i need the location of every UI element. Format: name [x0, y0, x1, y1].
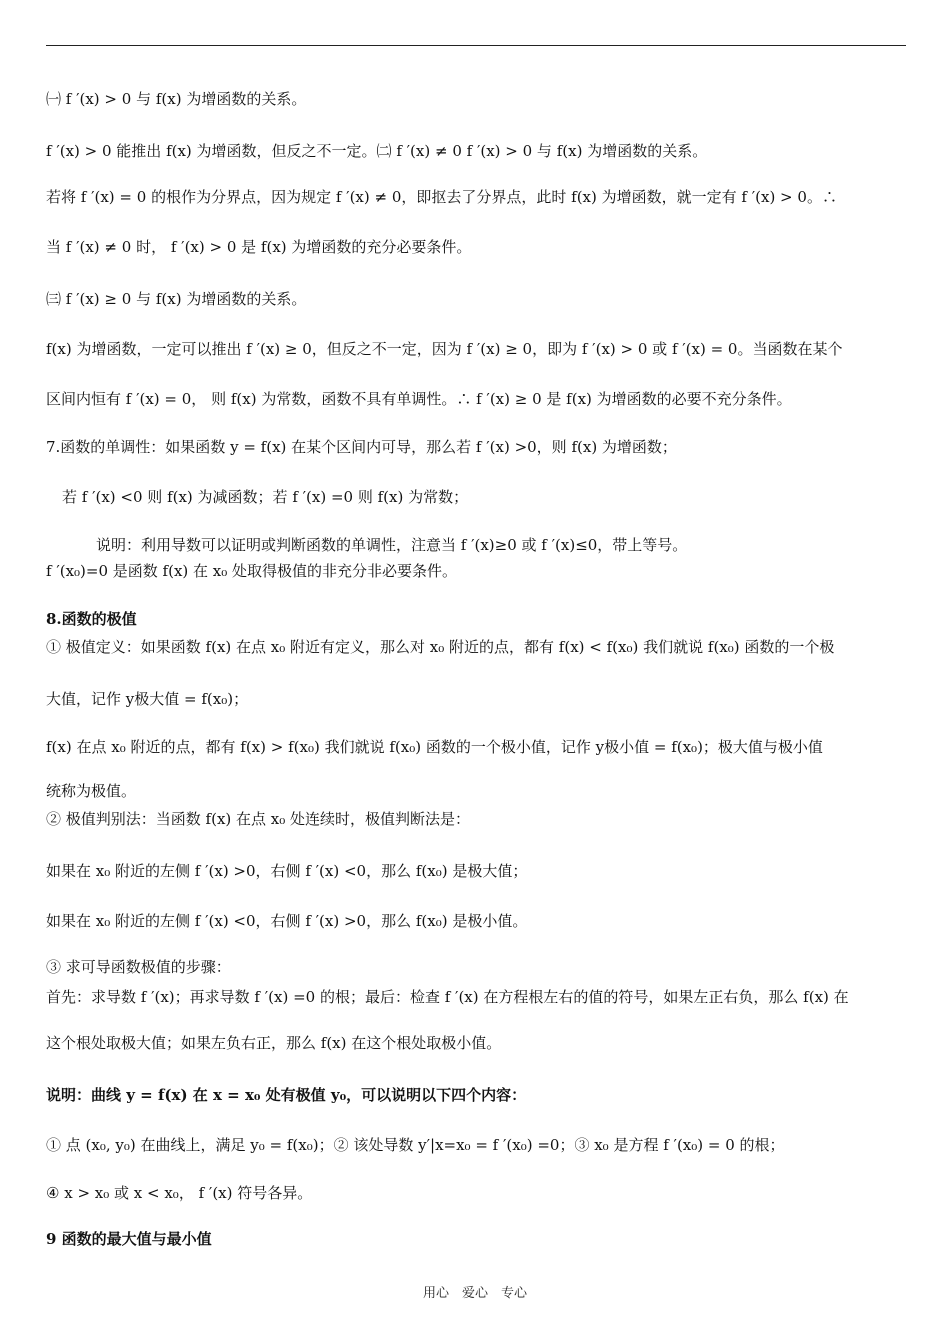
page-footer: 用心 爱心 专心: [422, 1286, 527, 1301]
text-line: ① 极值定义：如果函数 f(x) 在点 x₀ 附近有定义，那么对 x₀ 附近的点，都有 f(x) < f(x₀) 我们就说 f(x₀) 函数的一个极: [46, 638, 835, 656]
text-line: f ′(x₀)=0 是函数 f(x) 在 x₀ 处取得极值的非充分非必要条件。: [46, 562, 458, 580]
text-line: 大值，记作 y极大值 = f(x₀)；: [46, 690, 249, 708]
text-line: 这个根处取极大值；如果左负右正，那么 f(x) 在这个根处取极小值。: [46, 1034, 502, 1052]
section-7-monotonicity: 7.函数的单调性：如果函数 y = f(x) 在某个区间内可导，那么若 f ′(x) >0，则 f(x) 为增函数；: [46, 438, 677, 456]
text-line: 如果在 x₀ 附近的左侧 f ′(x) >0，右侧 f ′(x) <0，那么 f(x₀) 是极大值；: [46, 862, 528, 880]
text-line: ㈠ f ′(x) > 0 与 f(x) 为增函数的关系。: [46, 90, 307, 108]
text-line: ④ x > x₀ 或 x < x₀， f ′(x) 符号各异。: [46, 1184, 313, 1202]
text-line: ② 极值判别法：当函数 f(x) 在点 x₀ 处连续时，极值判断法是：: [46, 810, 471, 828]
text-line: 若 f ′(x) <0 则 f(x) 为减函数；若 f ′(x) =0 则 f(x) 为常数；: [62, 488, 469, 506]
section-8-heading: 8.函数的极值: [46, 610, 137, 628]
note-line: 说明：利用导数可以证明或判断函数的单调性，注意当 f ′(x)≥0 或 f ′(x)≤0，带上等号。: [96, 536, 688, 554]
text-line: ㈢ f ′(x) ≥ 0 与 f(x) 为增函数的关系。: [46, 290, 307, 308]
note-heading: 说明：曲线 y = f(x) 在 x = x₀ 处有极值 y₀，可以说明以下四个内容：: [46, 1086, 527, 1104]
text-line: f(x) 为增函数，一定可以推出 f ′(x) ≥ 0，但反之不一定，因为 f ′(x) ≥ 0，即为 f ′(x) > 0 或 f ′(x) = 0。当函数在某个: [46, 340, 843, 358]
text-line: 区间内恒有 f ′(x) = 0， 则 f(x) 为常数，函数不具有单调性。∴ f ′(x) ≥ 0 是 f(x) 为增函数的必要不充分条件。: [46, 390, 792, 408]
text-line: 若将 f ′(x) = 0 的根作为分界点，因为规定 f ′(x) ≠ 0，即抠去了分界点，此时 f(x) 为增函数，就一定有 f ′(x) > 0。∴: [46, 188, 837, 206]
text-line: 统称为极值。: [46, 782, 137, 800]
text-line: 首先：求导数 f ′(x)；再求导数 f ′(x) =0 的根；最后：检查 f ′(x) 在方程根左右的值的符号，如果左正右负，那么 f(x) 在: [46, 988, 849, 1006]
text-line: 如果在 x₀ 附近的左侧 f ′(x) <0，右侧 f ′(x) >0，那么 f(x₀) 是极小值。: [46, 912, 528, 930]
text-line: f ′(x) > 0 能推出 f(x) 为增函数，但反之不一定。㈡ f ′(x) ≠ 0 f ′(x) > 0 与 f(x) 为增函数的关系。: [46, 142, 708, 160]
text-line: 当 f ′(x) ≠ 0 时， f ′(x) > 0 是 f(x) 为增函数的充分必要条件。: [46, 238, 472, 256]
text-line: f(x) 在点 x₀ 附近的点，都有 f(x) > f(x₀) 我们就说 f(x₀) 函数的一个极小值，记作 y极小值 = f(x₀)；极大值与极小值: [46, 738, 823, 756]
text-line: ① 点 (x₀, y₀) 在曲线上，满足 y₀ = f(x₀)；② 该处导数 y′|x=x₀ = f ′(x₀) =0；③ x₀ 是方程 f ′(x₀) = 0 的根；: [46, 1136, 785, 1154]
header-rule: [46, 45, 906, 46]
section-9-heading: 9 函数的最大值与最小值: [46, 1230, 212, 1248]
text-line: ③ 求可导函数极值的步骤：: [46, 958, 231, 976]
